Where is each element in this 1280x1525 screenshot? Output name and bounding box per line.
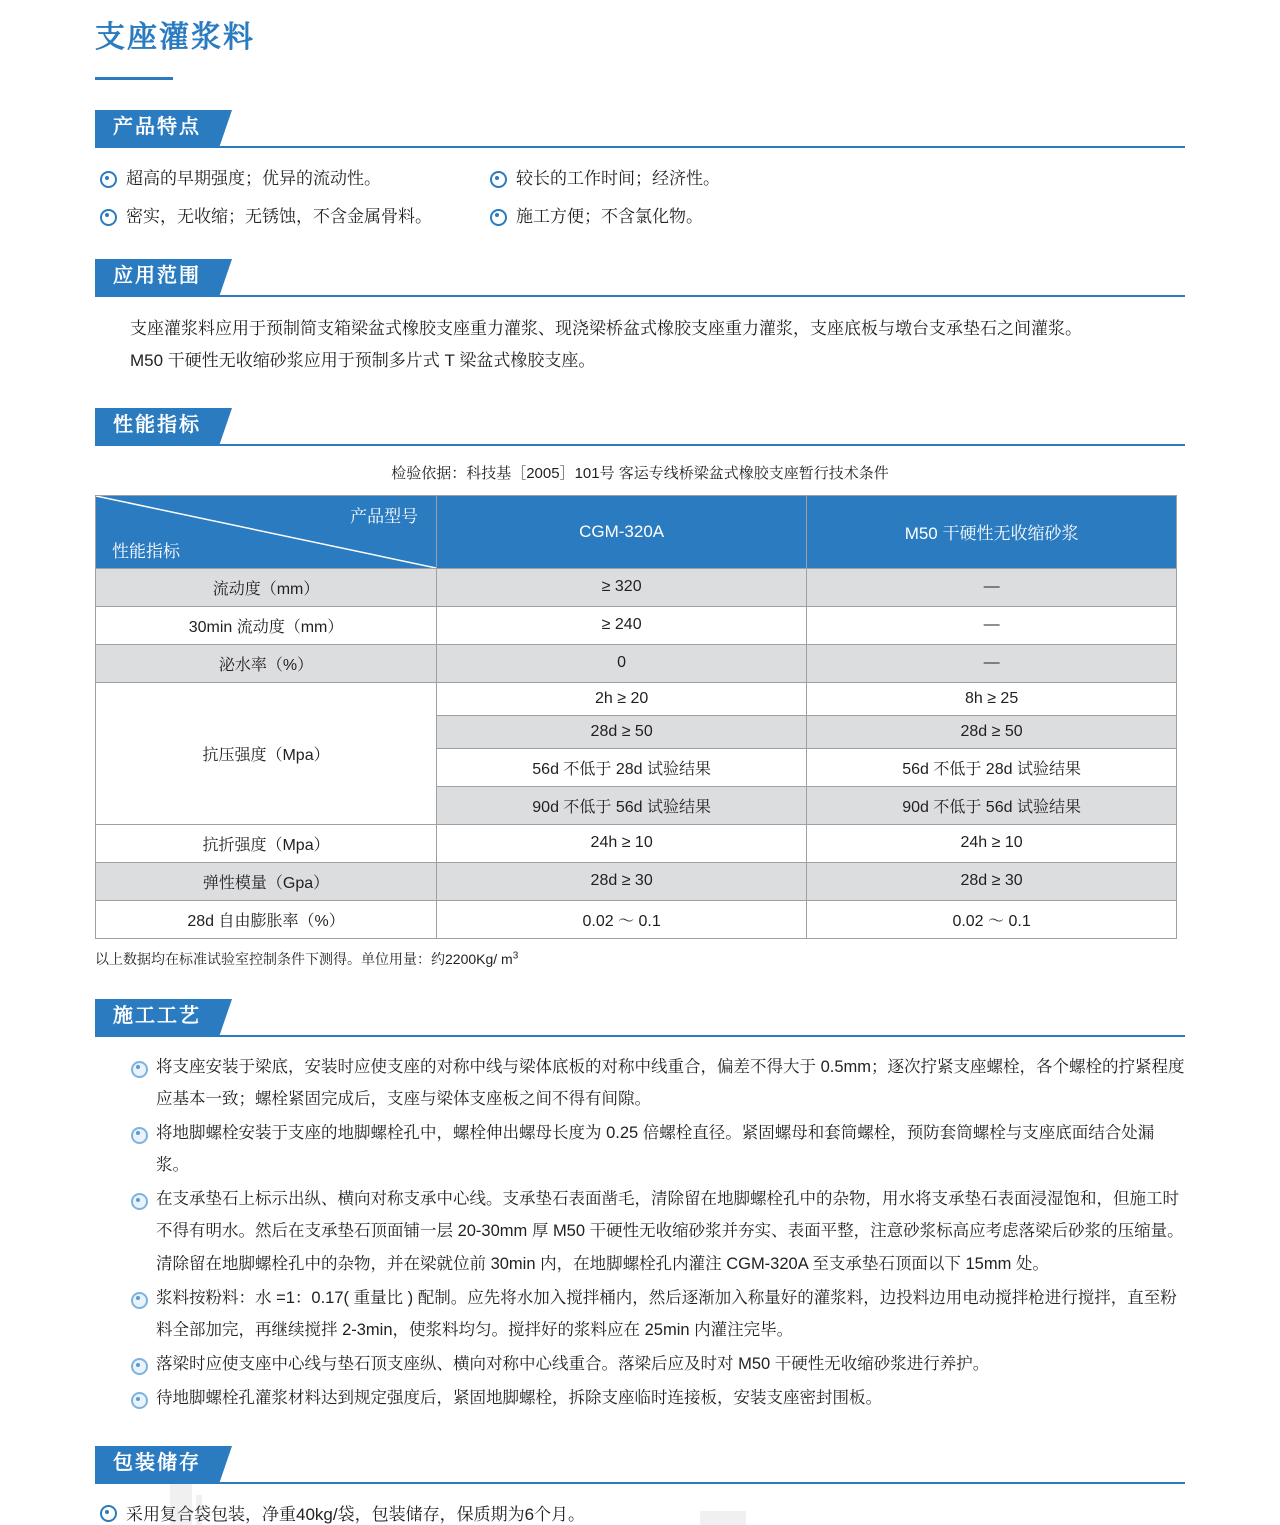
process-step-text: 浆料按粉料：水 =1：0.17( 重量比 ) 配制。应先将水加入搅拌桶内，然后逐渐加入称量好的灌浆料，边投料边用电动搅拌枪进行搅拌，直至粉料全部加完，再继续搅拌 2-3min，使浆料均匀。搅拌好的浆料应在 25min 内灌注完毕。 [156,1288,1177,1339]
section-header-applications [95,259,1185,297]
section-rule [95,1482,1185,1484]
bullet-icon [131,1193,148,1210]
table-footnote [95,949,1280,969]
bullet-icon [100,171,117,188]
row-label: 泌水率（%） [96,644,437,682]
bullet-icon [490,171,507,188]
cell-value: ≥ 240 [437,606,807,644]
cell-value: — [807,606,1177,644]
table-footnote-exponent: 3 [512,949,519,961]
process-step-text: 将支座安装于梁底，安装时应使支座的对称中线与梁体底板的对称中线重合，偏差不得大于 0.5mm；逐次拧紧支座螺栓，各个螺栓的拧紧程度应基本一致；螺栓紧固完成后，支座与梁体支座板之间不得有间隙。 [156,1057,1185,1108]
table-row [96,824,1177,862]
list-item [95,1282,1185,1346]
process-list [95,1051,1185,1415]
cell-value: 56d 不低于 28d 试验结果 [807,748,1177,786]
table-header-row [96,495,1177,568]
row-label: 流动度（mm） [96,568,437,606]
feature-text: 施工方便；不含氯化物。 [516,206,703,226]
section-header-features [95,110,1185,148]
table-footnote-text: 以上数据均在标准试验室控制条件下测得。单位用量：约2200Kg/ m [95,950,513,967]
process-step-text: 将地脚螺栓安装于支座的地脚螺栓孔中，螺栓伸出螺母长度为 0.25 倍螺栓直径。紧固螺母和套筒螺栓，预防套筒螺栓与支座底面结合处漏浆。 [156,1123,1155,1175]
list-item [95,1183,1185,1280]
row-group-label: 性能指标 [112,541,180,561]
bullet-icon [131,1358,148,1375]
list-item [490,166,1180,192]
list-item [100,204,490,230]
section-title-process: 施工工艺 [95,999,219,1035]
row-label-compressive-strength: 抗压强度（Mpa） [96,682,437,824]
cell-value: 24h ≥ 10 [807,824,1177,862]
list-item [490,204,1180,230]
features-list [100,166,1180,229]
bullet-icon [131,1061,148,1078]
cell-value: 28d ≥ 50 [807,715,1177,748]
table-row [96,862,1177,900]
column-header-cgm320a: CGM-320A [437,495,807,568]
section-rule [95,1035,1185,1037]
section-title-performance: 性能指标 [95,408,219,444]
packaging-text: 采用复合袋包装，净重40kg/袋，包装储存，保质期为6个月。 [126,1505,586,1525]
cell-value: — [807,644,1177,682]
cell-value: 0 [437,644,807,682]
bullet-icon [100,1505,117,1522]
cell-value: 0.02 ～ 0.1 [807,900,1177,938]
cell-value: 28d ≥ 30 [807,862,1177,900]
cell-value: ≥ 320 [437,568,807,606]
list-item [95,1117,1185,1181]
cell-value: 90d 不低于 56d 试验结果 [807,786,1177,824]
process-step-text: 落梁时应使支座中心线与垫石顶支座纵、横向对称中心线重合。落梁后应及时对 M50 干硬性无收缩砂浆进行养护。 [156,1355,990,1374]
column-header-m50: M50 干硬性无收缩砂浆 [807,495,1177,568]
section-title-applications: 应用范围 [95,259,219,295]
section-rule [95,146,1185,148]
application-paragraph: M50 干硬性无收缩砂浆应用于预制多片式 T 梁盆式橡胶支座。 [130,351,596,371]
page-title: 支座灌浆料 [95,21,255,54]
feature-text: 密实，无收缩；无锈蚀，不含金属骨料。 [126,206,432,226]
section-header-packaging [95,1446,1185,1484]
cell-value: 56d 不低于 28d 试验结果 [437,748,807,786]
bullet-icon [100,209,117,226]
row-label: 抗折强度（Mpa） [96,824,437,862]
cell-value: 2h ≥ 20 [437,682,807,715]
performance-table [95,495,1177,939]
section-title-features: 产品特点 [95,110,219,146]
table-row [96,900,1177,938]
cell-value: 90d 不低于 56d 试验结果 [437,786,807,824]
list-item [100,166,490,192]
cell-value: 0.02 ～ 0.1 [437,900,807,938]
cell-value: 28d ≥ 50 [437,715,807,748]
table-row [96,568,1177,606]
table-row [96,606,1177,644]
bullet-icon [131,1392,148,1409]
row-label: 弹性模量（Gpa） [96,862,437,900]
bullet-icon [131,1127,148,1144]
cell-value: 28d ≥ 30 [437,862,807,900]
section-header-process [95,999,1185,1037]
feature-text: 较长的工作时间；经济性。 [516,169,720,188]
cell-value: — [807,568,1177,606]
list-item [95,1348,1185,1380]
cell-value: 24h ≥ 10 [437,824,807,862]
section-header-performance [95,408,1185,446]
feature-text: 超高的早期强度；优异的流动性。 [126,169,381,188]
process-step-text: 在支承垫石上标示出纵、横向对称支承中心线。支承垫石表面凿毛，清除留在地脚螺栓孔中的杂物，用水将支承垫石表面浸湿饱和，但施工时不得有明水。然后在支承垫石顶面铺一层 20-30mm 厚 M50 干硬性无收缩砂浆并夯实、表面平整，注意砂浆标高应考虑落梁后砂浆的压缩量。清除留在地脚螺栓孔中的杂物，并在梁就位前 30min 内，在地脚螺栓孔内灌注 CGM-320A 至支承垫石顶面以下 15mm 处。 [156,1190,1184,1273]
bullet-icon [131,1292,148,1309]
bullet-icon [490,209,507,226]
application-paragraph: 支座灌浆料应用于预制简支箱梁盆式橡胶支座重力灌浆、现浇梁桥盆式橡胶支座重力灌浆，支座底板与墩台支承垫石之间灌浆。 [130,319,1082,338]
section-title-packaging: 包装储存 [95,1446,219,1482]
process-step-text: 待地脚螺栓孔灌浆材料达到规定强度后，紧固地脚螺栓，拆除支座临时连接板，安装支座密封围板。 [156,1389,882,1408]
cell-value: 8h ≥ 25 [807,682,1177,715]
table-row [96,644,1177,682]
applications-body [130,313,1180,378]
row-label: 28d 自由膨胀率（%） [96,900,437,938]
table-corner-cell [96,495,437,568]
table-note: 检验依据：科技基［2005］101号 客运专线桥梁盆式橡胶支座暂行技术条件 [391,464,889,482]
table-row [96,682,1177,715]
packaging-body [100,1500,1280,1525]
column-group-label: 产品型号 [350,506,419,526]
document-page [0,18,1280,1525]
section-rule [95,295,1185,297]
list-item [95,1382,1185,1414]
list-item [95,1051,1185,1115]
section-rule [95,444,1185,446]
row-label: 30min 流动度（mm） [96,606,437,644]
